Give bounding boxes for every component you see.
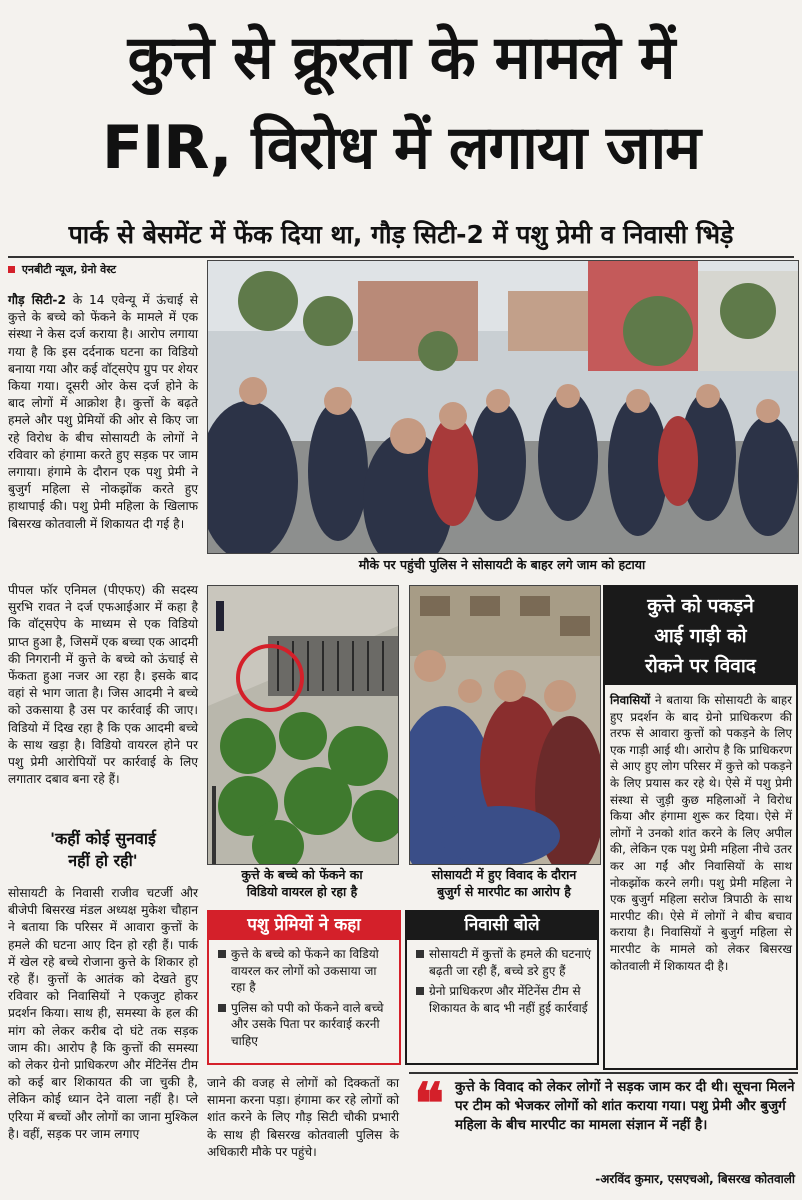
video-still-photo — [207, 585, 399, 865]
byline-marker-icon — [8, 266, 15, 273]
fight-caption — [409, 866, 599, 900]
byline — [8, 262, 116, 277]
protest-photo-illustration — [208, 261, 798, 553]
video-caption-line-1: कुत्ते के बच्चे को फेंकने का — [241, 867, 363, 882]
animal-box-body — [207, 940, 401, 1065]
side-box-body: ने बताया कि सोसायटी के बाहर हुए प्रदर्शन के बाद ग्रेनो प्राधिकरण की तरफ से आवारा कुत्तों को पकड़ने के लिए एक गाड़ी आई थी। आरोप है कि प्राधिकरण से आए हुए लोग परिसर में कुत्ते को पकड़ने के लिए प्रयास कर रहे थे। ऐसे में पशु प्रेमी संस्था से जुड़ी कुछ महिलाओं ने विरोध किया और हंगामा शुरू कर दिया। ऐसे में लोगों ने उनको शांत करने के लिए अपील की, लेकिन एक पशु प्रेमी महिला नीचे उतर कर आ गईं और निवासियों के साथ नोकझोंक करने लगी। पशु प्रेमी महिला ने एक बुजुर्ग महिला सरोज त्रिपाठी के साथ मारपीट की। ऐसे में लोगों ने बीच बचाव कराया है। निवासियों ने बुजुर्ग महिला से मारपीट के मामले को लेकर बिसरख कोतवाली में शिकायत दी है। — [610, 693, 792, 973]
animal-box-header — [207, 910, 401, 940]
fight-photo-illustration — [410, 586, 600, 864]
headline-line-1: कुत्ते से क्रूरता के मामले में — [127, 23, 675, 93]
sub-headline: पार्क से बेसमेंट में फेंक दिया था, गौड़ सिटी-2 में पशु प्रेमी व निवासी भिड़े — [68, 220, 734, 249]
quote-author: -अरविंद कुमार, एसएचओ, बिसरख कोतवाली — [595, 1172, 795, 1186]
side-box-header — [603, 585, 798, 685]
headline-line-2: FIR, विरोध में लगाया जाम — [101, 113, 700, 183]
video-caption — [207, 866, 397, 900]
fight-photo — [409, 585, 601, 865]
resident-box-list — [413, 946, 591, 1016]
side-box-title-line-1: कुत्ते को पकड़ने — [647, 595, 754, 617]
side-box-title-line-2: आई गाड़ी को — [654, 625, 747, 647]
byline-text: एनबीटी न्यूज, ग्रेनो वेस्ट — [21, 263, 117, 276]
list-item: सोसायटी में कुत्तों के हमले की घटनाएं बढ़ती जा रही हैं, बच्चे डरे हुए हैं — [413, 946, 591, 979]
side-box-text — [610, 692, 792, 974]
video-caption-line-2: विडियो वायरल हो रहा है — [246, 884, 358, 899]
video-still-illustration — [208, 586, 398, 864]
list-item: पुलिस को पपी को फेंकने वाले बच्चे और उसके पिता पर कार्रवाई करनी चाहिए — [215, 1000, 393, 1050]
subhead — [8, 828, 198, 872]
animal-box-list — [215, 946, 393, 1049]
quote-text: कुत्ते के विवाद को लेकर लोगों ने सड़क जाम कर दी थी। सूचना मिलने पर टीम को भेजकर लोगों को शांत कराया गया। पशु प्रेमी और बुजुर्ग महिला के बीच मारपीट का मामला संज्ञान में नहीं है। — [455, 1079, 795, 1133]
column-2-bottom-text: जाने की वजह से लोगों को दिक्कतों का सामना करना पड़ा। हंगामा कर रहे लोगों को शांत करने के लिए गौड़ सिटी चौकी प्रभारी के साथ ही बिसरख कोतवाली पुलिस के अधिकारी मौके पर पहुंचे। — [207, 1076, 399, 1159]
fight-caption-line-2: बुजुर्ग से मारपीट का आरोप है — [437, 884, 571, 899]
resident-box-title: निवासी बोले — [464, 915, 540, 935]
animal-box-title: पशु प्रेमियों ने कहा — [247, 915, 361, 935]
lead-words: गौड़ सिटी-2 — [8, 293, 66, 307]
list-item: कुत्ते के बच्चे को फेंकने का विडियो वायरल कर लोगों को उकसाया जा रहा है — [215, 946, 393, 996]
subhead-line-2: नहीं हो रही' — [68, 851, 138, 870]
protest-photo — [207, 260, 799, 554]
quote-mark-icon: ❝ — [414, 1071, 445, 1137]
subhead-line-1: 'कहीं कोई सुनवाई — [50, 829, 156, 848]
column-1-para-2: पीपल फॉर एनिमल (पीएफए) की सदस्य सुरभि रावत ने दर्ज एफआईआर में कहा है कि वॉट्सऐप के माध्यम से एक विडियो प्राप्त हुआ है, जिसमें एक बच्चा एक आदमी की निगरानी में कुत्ते के बच्चे को ऊंचाई से फेंकता हुआ नजर आ रहा है। इसके बाद वहां से भाग जाता है। जिस आदमी ने बच्चे को उकसाया है उस पर कार्रवाई की जाए। विडियो में दिख रहा है कि एक आदमी बच्चे के साथ खड़ा है। विडियो वायरल होने पर पशु प्रेमी आरोपियों पर कार्रवाई के लिए लगातार दबाव बना रहे हैं। — [8, 583, 198, 787]
resident-box-header — [405, 910, 599, 940]
fight-caption-line-1: सोसायटी में हुए विवाद के दौरान — [431, 867, 577, 882]
divider — [8, 256, 794, 258]
main-photo-caption: मौके पर पहुंची पुलिस ने सोसायटी के बाहर लगे जाम को हटाया — [358, 557, 646, 572]
resident-box-body — [405, 940, 599, 1065]
list-item: ग्रेनो प्राधिकरण और मेंटिनेंस टीम से शिकायत के बाद भी नहीं हुई कार्रवाई — [413, 983, 591, 1016]
para-1-text: के 14 एवेन्यू में ऊंचाई से कुत्ते के बच्चे को फेंकने के मामले में एक संस्था ने केस दर्ज कराया है। आरोप लगाया गया है कि इस दर्दनाक घटना का विडियो बनाया गया और कई वॉट्सऐप ग्रुप पर शेयर किया गया। दूसरी ओर केस दर्ज होने के बाद लोगों में आक्रोश है। कुत्तों के बढ़ते हमले और पशु प्रेमियों की ओर से किए जा रहे विरोध के बीच सोसायटी के लोगों ने रविवार को हंगामा करते हुए सड़क पर जाम लगाया। हंगामे के दौरान एक पशु प्रेमी ने बुजुर्ग महिला से नोकझोंक करते हुए हाथापाई की। पशु प्रेमी महिला के खिलाफ बिसरख कोतवाली में शिकायत दी गई है। — [8, 293, 199, 531]
column-1-para-1 — [8, 292, 198, 533]
side-box-title-line-3: रोकने पर विवाद — [645, 655, 756, 677]
column-1-para-3: सोसायटी के निवासी राजीव चटर्जी और बीजेपी बिसरख मंडल अध्यक्ष मुकेश चौहान ने बताया कि परिसर में आवारा कुत्तों के हमले की घटना आए दिन हो रही हैं। पार्क में खेल रहे बच्चे रोजाना कुत्ते के शिकार हो रहे हैं। कुत्तों के आतंक को देखते हुए रविवार को निवासियों ने एकजुट होकर प्रदर्शन किया। साथ ही, समस्या के हल की मांग को लेकर करीब दो घंटे तक सड़क जाम की। आरोप है कि कुत्तों की समस्या को लेकर ग्रेनो प्राधिकरण और मेंटिनेंस टीम को कई बार शिकायत की जा चुकी है, लेकिन कोई ध्यान देने वाला नहीं है। प्ले एरिया में बच्चों और लोगों का जाना मुश्किल है। वहीं, सड़क पर जाम लगाए — [8, 886, 198, 1141]
side-box-lead: निवासियों — [610, 693, 651, 707]
